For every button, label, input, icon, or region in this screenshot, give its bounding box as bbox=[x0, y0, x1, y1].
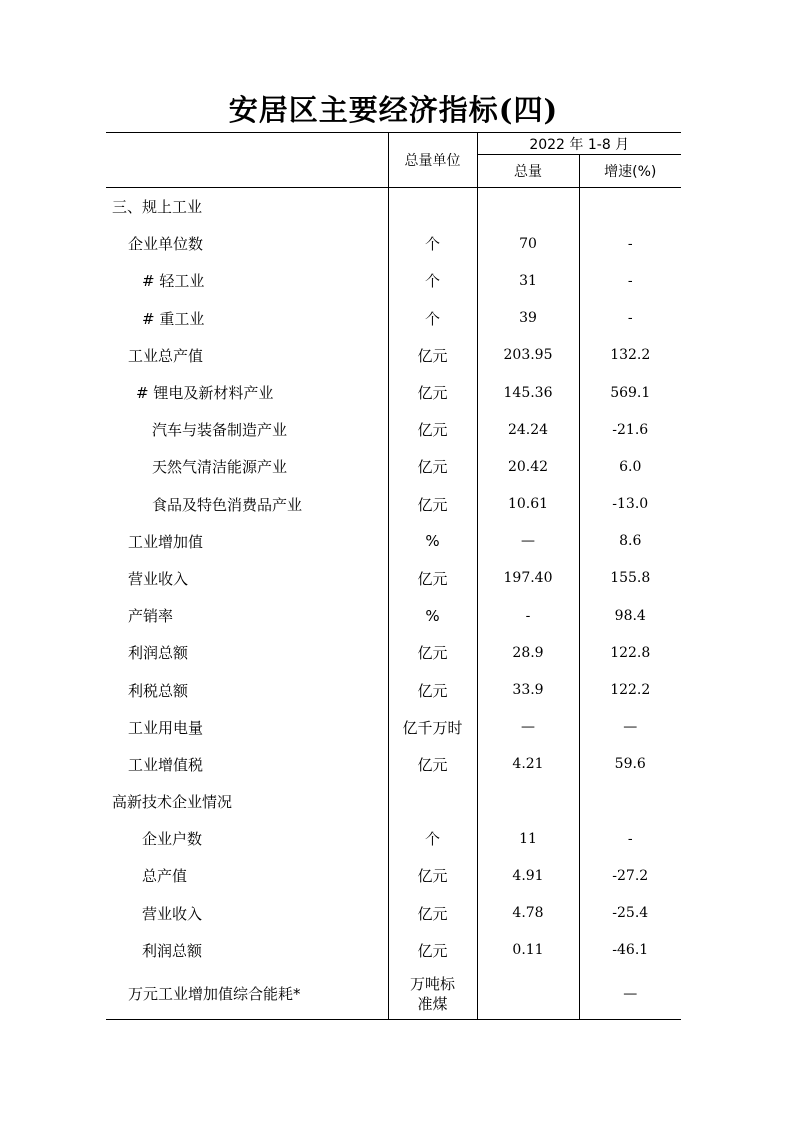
table-row bbox=[106, 671, 681, 708]
row-growth: -21.6 bbox=[579, 411, 681, 448]
row-label: 工业增值税 bbox=[128, 755, 204, 774]
row-growth bbox=[579, 188, 681, 226]
row-label: 利润总额 bbox=[128, 644, 189, 663]
table-row bbox=[106, 300, 681, 337]
row-total: 28.9 bbox=[477, 634, 579, 671]
row-unit: 个 bbox=[388, 262, 477, 299]
header-growth: 增速(%) bbox=[579, 155, 681, 188]
row-label: # 轻工业 bbox=[142, 272, 205, 291]
row-total: 24.24 bbox=[477, 411, 579, 448]
table-row bbox=[106, 857, 681, 894]
row-total: 10.61 bbox=[477, 486, 579, 523]
row-growth: — bbox=[579, 969, 681, 1020]
table-row bbox=[106, 523, 681, 560]
row-growth: — bbox=[579, 709, 681, 746]
row-label: # 锂电及新材料产业 bbox=[136, 384, 274, 403]
row-total: 20.42 bbox=[477, 448, 579, 485]
row-label: 食品及特色消费品产业 bbox=[152, 495, 303, 514]
row-label: 工业总产值 bbox=[128, 346, 204, 365]
row-total: — bbox=[477, 709, 579, 746]
row-unit bbox=[388, 783, 477, 820]
table-row bbox=[106, 486, 681, 523]
row-growth: - bbox=[579, 225, 681, 262]
row-total: 70 bbox=[477, 225, 579, 262]
row-label: 利润总额 bbox=[142, 941, 203, 960]
row-total: 203.95 bbox=[477, 337, 579, 374]
row-unit: 个 bbox=[388, 225, 477, 262]
row-label: 总产值 bbox=[142, 867, 188, 886]
row-growth: 569.1 bbox=[579, 374, 681, 411]
row-total: 197.40 bbox=[477, 560, 579, 597]
indicators-table bbox=[106, 132, 681, 1020]
row-unit: 亿元 bbox=[388, 560, 477, 597]
row-growth: -13.0 bbox=[579, 486, 681, 523]
header-total: 总量 bbox=[477, 155, 579, 188]
row-unit: % bbox=[388, 597, 477, 634]
row-unit: 亿元 bbox=[388, 671, 477, 708]
table-row bbox=[106, 746, 681, 783]
header-period: 2022 年 1-8 月 bbox=[477, 133, 681, 155]
header-blank-cell bbox=[106, 133, 388, 188]
row-growth: 8.6 bbox=[579, 523, 681, 560]
row-total: 0.11 bbox=[477, 932, 579, 969]
row-label: 营业收入 bbox=[128, 569, 189, 588]
row-total: 11 bbox=[477, 820, 579, 857]
row-unit: 亿元 bbox=[388, 932, 477, 969]
row-unit: % bbox=[388, 523, 477, 560]
row-unit: 万吨标准煤 bbox=[388, 969, 477, 1020]
row-growth: -25.4 bbox=[579, 895, 681, 932]
row-growth: 122.8 bbox=[579, 634, 681, 671]
row-total: 4.78 bbox=[477, 895, 579, 932]
row-unit: 个 bbox=[388, 300, 477, 337]
row-total bbox=[477, 969, 579, 1020]
table-row bbox=[106, 820, 681, 857]
table-row bbox=[106, 932, 681, 969]
table-row bbox=[106, 374, 681, 411]
row-growth: - bbox=[579, 262, 681, 299]
row-label: 利税总额 bbox=[128, 681, 189, 700]
row-label: # 重工业 bbox=[142, 309, 205, 328]
table-row bbox=[106, 262, 681, 299]
row-growth bbox=[579, 783, 681, 820]
table-row bbox=[106, 783, 681, 820]
row-total: 31 bbox=[477, 262, 579, 299]
row-growth: 59.6 bbox=[579, 746, 681, 783]
row-total: — bbox=[477, 523, 579, 560]
table-row bbox=[106, 560, 681, 597]
row-unit: 个 bbox=[388, 820, 477, 857]
table-row bbox=[106, 634, 681, 671]
header-unit: 总量单位 bbox=[388, 133, 477, 188]
row-label: 企业单位数 bbox=[128, 235, 204, 254]
table-row bbox=[106, 448, 681, 485]
row-unit: 亿元 bbox=[388, 895, 477, 932]
row-growth: 155.8 bbox=[579, 560, 681, 597]
row-growth: - bbox=[579, 300, 681, 337]
row-unit: 亿元 bbox=[388, 448, 477, 485]
row-unit: 亿元 bbox=[388, 857, 477, 894]
row-label: 天然气清洁能源产业 bbox=[152, 458, 288, 477]
row-label: 企业户数 bbox=[142, 830, 203, 849]
table-row bbox=[106, 969, 681, 1020]
table-row bbox=[106, 411, 681, 448]
row-unit: 亿元 bbox=[388, 337, 477, 374]
table-row bbox=[106, 895, 681, 932]
table-row bbox=[106, 337, 681, 374]
table-row bbox=[106, 597, 681, 634]
row-total: - bbox=[477, 597, 579, 634]
row-unit: 亿元 bbox=[388, 746, 477, 783]
row-total: 4.21 bbox=[477, 746, 579, 783]
row-total bbox=[477, 188, 579, 226]
row-growth: -27.2 bbox=[579, 857, 681, 894]
row-total: 4.91 bbox=[477, 857, 579, 894]
row-label: 汽车与装备制造产业 bbox=[152, 421, 288, 440]
row-total bbox=[477, 783, 579, 820]
row-growth: - bbox=[579, 820, 681, 857]
row-growth: 132.2 bbox=[579, 337, 681, 374]
table-row bbox=[106, 188, 681, 226]
table-row bbox=[106, 709, 681, 746]
row-unit: 亿千万时 bbox=[388, 709, 477, 746]
row-label: 三、规上工业 bbox=[112, 198, 203, 217]
row-label: 万元工业增加值综合能耗* bbox=[106, 969, 388, 1020]
row-unit: 亿元 bbox=[388, 374, 477, 411]
row-label: 营业收入 bbox=[142, 904, 203, 923]
row-growth: 122.2 bbox=[579, 671, 681, 708]
row-unit: 亿元 bbox=[388, 486, 477, 523]
row-total: 39 bbox=[477, 300, 579, 337]
page-title: 安居区主要经济指标(四) bbox=[228, 93, 559, 127]
row-growth: 98.4 bbox=[579, 597, 681, 634]
row-label: 高新技术企业情况 bbox=[112, 793, 233, 812]
row-label: 工业增加值 bbox=[128, 532, 204, 551]
table-row bbox=[106, 225, 681, 262]
row-total: 33.9 bbox=[477, 671, 579, 708]
row-unit: 亿元 bbox=[388, 411, 477, 448]
row-label: 产销率 bbox=[128, 607, 174, 626]
row-unit bbox=[388, 188, 477, 226]
row-growth: -46.1 bbox=[579, 932, 681, 969]
row-growth: 6.0 bbox=[579, 448, 681, 485]
row-unit: 亿元 bbox=[388, 634, 477, 671]
row-total: 145.36 bbox=[477, 374, 579, 411]
row-label: 工业用电量 bbox=[128, 718, 204, 737]
